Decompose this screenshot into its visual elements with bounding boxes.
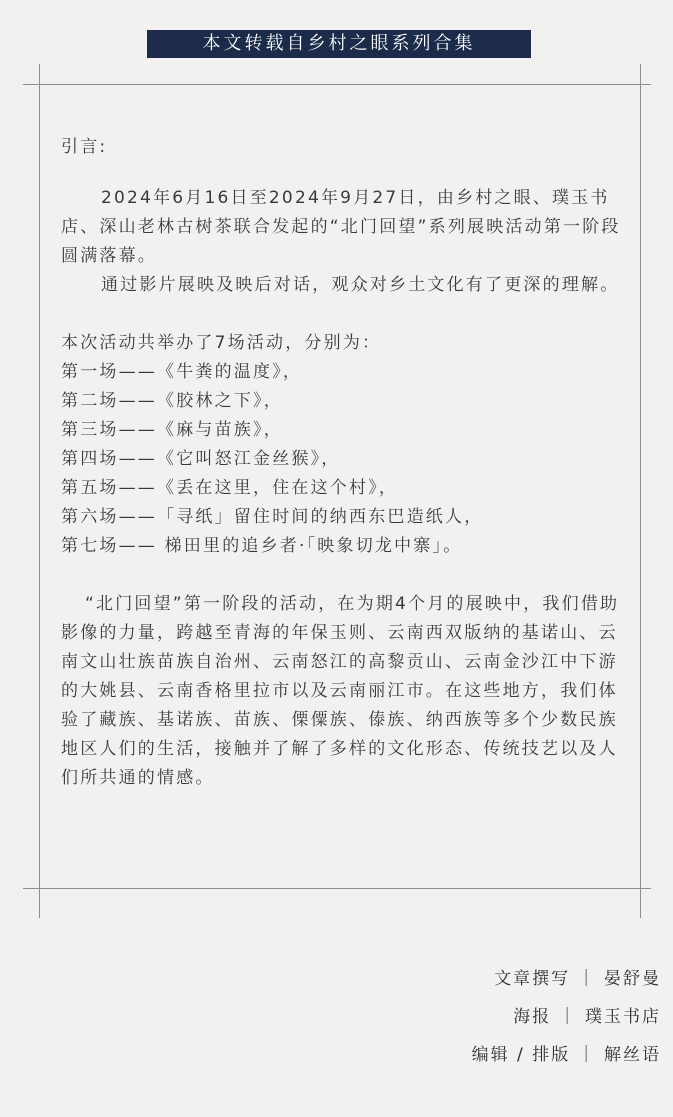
activity-item-4: 第四场——《它叫怒江金丝猴》， [61, 449, 341, 469]
frame-bottom-line [23, 888, 651, 889]
credit-poster: 海报 ｜ 璞玉书店 [513, 1007, 661, 1027]
intro-paragraph-2: 通过影片展映及映后对话，观众对乡土文化有了更深的理解。 [101, 275, 620, 295]
credit-author: 文章撰写 ｜ 晏舒曼 [494, 969, 661, 989]
activity-item-2: 第二场——《胶林之下》， [61, 391, 283, 411]
banner-title: 本文转载自乡村之眼系列合集 [147, 30, 531, 58]
activity-item-5: 第五场——《丢在这里，住在这个村》， [61, 478, 399, 498]
activities-lead: 本次活动共举办了7场活动，分别为： [61, 333, 382, 353]
article-body [61, 133, 621, 793]
activity-item-1: 第一场——《牛粪的温度》， [61, 362, 303, 382]
summary-paragraph: “北门回望”第一阶段的活动，在为期4个月的展映中，我们借助影像的力量，跨越至青海的年保玉则、云南西双版纳的基诺山、云南文山壮族苗族自治州、云南怒江的高黎贡山、云南金沙江中下游的大姚县、云南香格里拉市以及云南丽江市。在这些地方，我们体验了藏族、基诺族、苗族、傈僳族、傣族、纳西族等多个少数民族地区人们的生活，接触并了解了多样的文化形态、传统技艺以及人们所共通的情感。 [61, 594, 620, 788]
activity-item-3: 第三场——《麻与苗族》， [61, 420, 283, 440]
intro-heading: 引言: [61, 137, 108, 157]
frame-right-line [640, 64, 641, 918]
activity-item-7: 第七场—— 梯田里的追乡者·「映象切龙中寨」。 [61, 536, 463, 556]
intro-paragraph-1: 2024年6月16日至2024年9月27日，由乡村之眼、璞玉书店、深山老林古树茶联合发起的“北门回望”系列展映活动第一阶段圆满落幕。 [61, 188, 621, 266]
frame-top-line [23, 84, 651, 85]
credit-editor: 编辑 / 排版 ｜ 解丝语 [471, 1045, 661, 1065]
credits [472, 960, 661, 1074]
activity-item-6: 第六场——「寻纸」留住时间的纳西东巴造纸人， [61, 507, 484, 527]
frame-left-line [39, 64, 40, 918]
